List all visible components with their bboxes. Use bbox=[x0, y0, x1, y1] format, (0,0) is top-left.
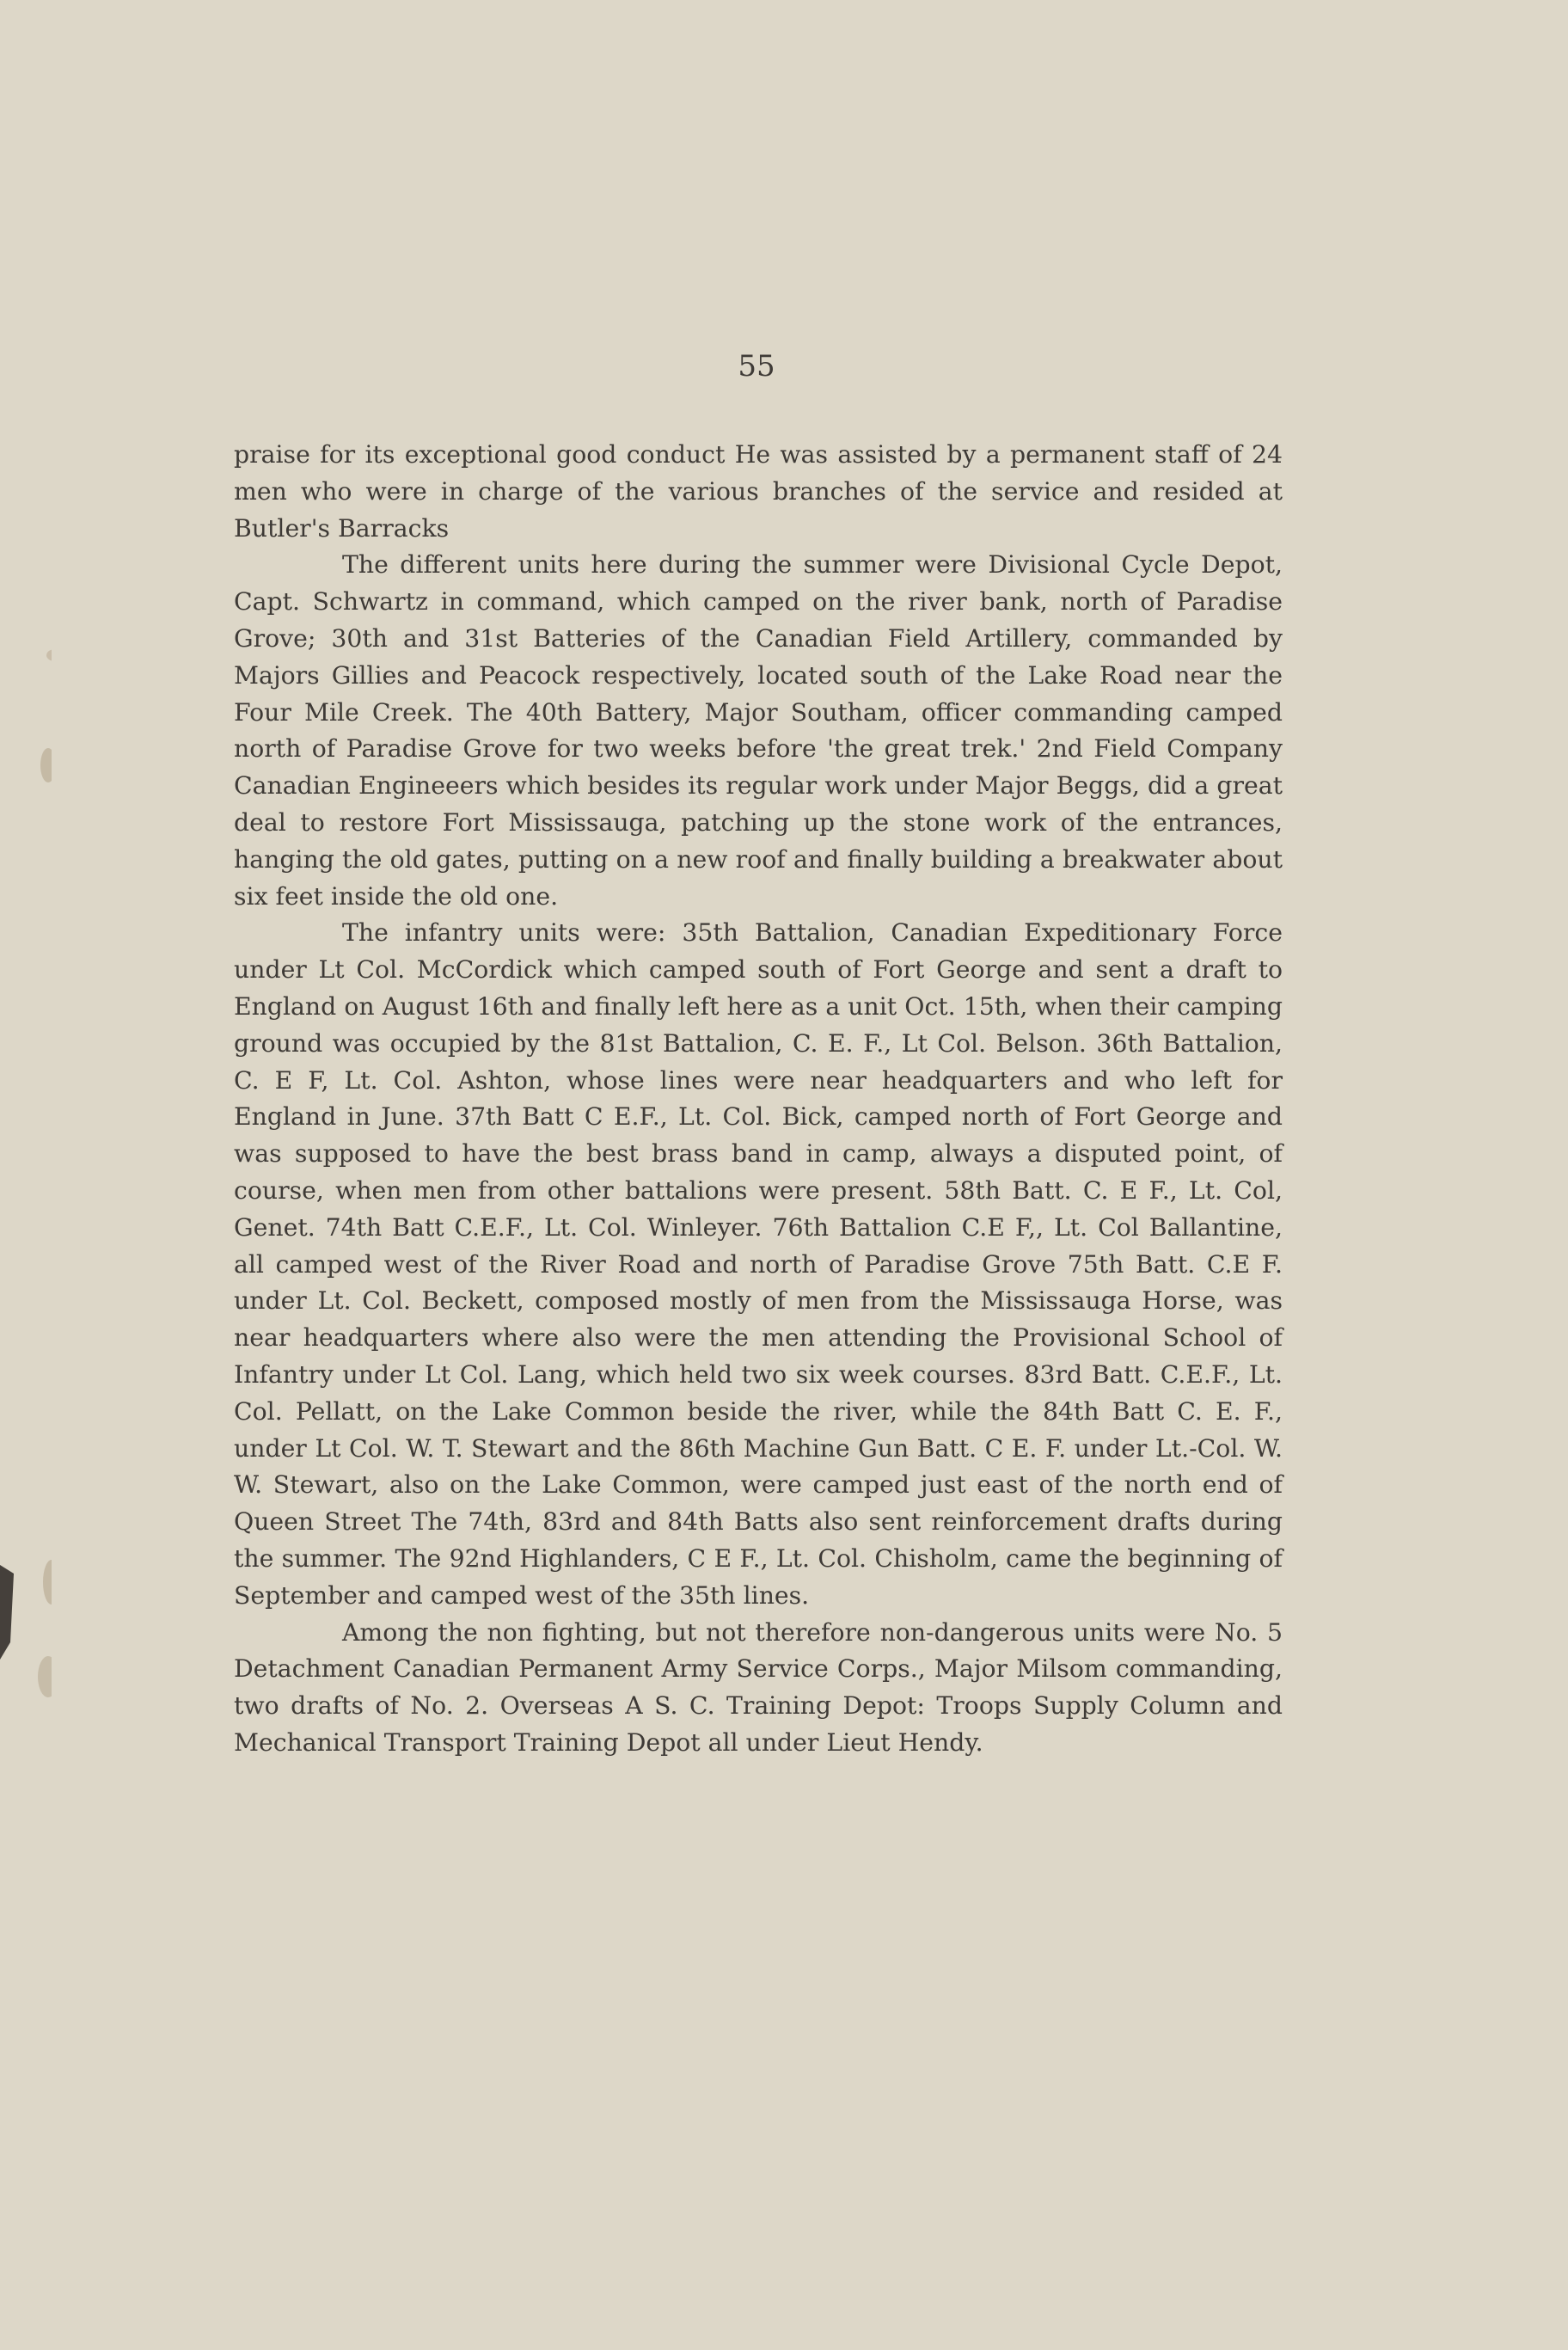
margin-stain-mark bbox=[0, 636, 52, 739]
margin-stain-mark bbox=[0, 731, 52, 834]
paragraph: praise for its exceptional good conduct He was assisted by a permanent staff of 24 men who were in charge of the various branches of the service and resided at Butler's Barracks bbox=[234, 440, 1283, 543]
margin-tear-mark bbox=[0, 1548, 52, 1720]
paragraph: The different units here during the summer were Divisional Cycle Depot, Capt. Schwartz in command, which camped on the river bank, north of Paradise Grove; 30th and 31st Batteries of the Canadian Field Artillery, commanded by Majors Gillies and Peacock respectively, located south of the Lake Road near the Four Mile Creek. The 40th Battery, Major Southam, officer commanding camped north of Paradise Grove for two weeks before 'the great trek.' 2nd Field Company Canadian Engineeers which besides its regular work under Major Beggs, did a great deal to restore Fort Mississauga, patching up the stone work of the entrances, hanging the old gates, putting on a new roof and finally building a breakwater about six feet inside the old one. bbox=[234, 550, 1283, 911]
paragraph: Among the non fighting, but not therefore non-dangerous units were No. 5 Detachment Canadian Permanent Army Service Corps., Major Milsom commanding, two drafts of No. 2. Overseas A S. C. Training Depot: Troops Supply Column and Mechanical Transport Training Depot all under Lieut Hendy. bbox=[234, 1617, 1283, 1757]
page-number: 55 bbox=[738, 349, 775, 383]
paragraph: The infantry units were: 35th Battalion, Canadian Expeditionary Force under Lt Col. McCordick which camped south of Fort George and sent a draft to England on August 16th and finally left here as a unit Oct. 15th, when their camping ground was occupied by the 81st Battalion, C. E. F., Lt Col. Belson. 36th Battalion, C. E F, Lt. Col. Ashton, whose lines were near headquarters and who left for England in June. 37th Batt C E.F., Lt. Col. Bick, camped north of Fort George and was supposed to have the best brass band in camp, always a disputed point, of course, when men from other battalions were present. 58th Batt. C. E F., Lt. Col, Genet. 74th Batt C.E.F., Lt. Col. Winleyer. 76th Battalion C.E F,, Lt. Col Ballantine, all camped west of the River Road and north of Paradise Grove 75th Batt. C.E F. under Lt. Col. Beckett, composed mostly of men from the Mississauga Horse, was near headquarters where also were the men attending the Provisional School of Infantry under Lt Col. Lang, which held two six week courses. 83rd Batt. C.E.F., Lt. Col. Pellatt, on the Lake Common beside the river, while the 84th Batt C. E. F., under Lt Col. W. T. Stewart and the 86th Machine Gun Batt. C E. F. under Lt.-Col. W. W. Stewart, also on the Lake Common, were camped just east of the north end of Queen Street The 74th, 83rd and 84th Batts also sent reinforcement drafts during the summer. The 92nd Highlanders, C E F., Lt. Col. Chisholm, came the beginning of September and camped west of the 35th lines. bbox=[234, 918, 1283, 1610]
body-text bbox=[234, 437, 1283, 1762]
